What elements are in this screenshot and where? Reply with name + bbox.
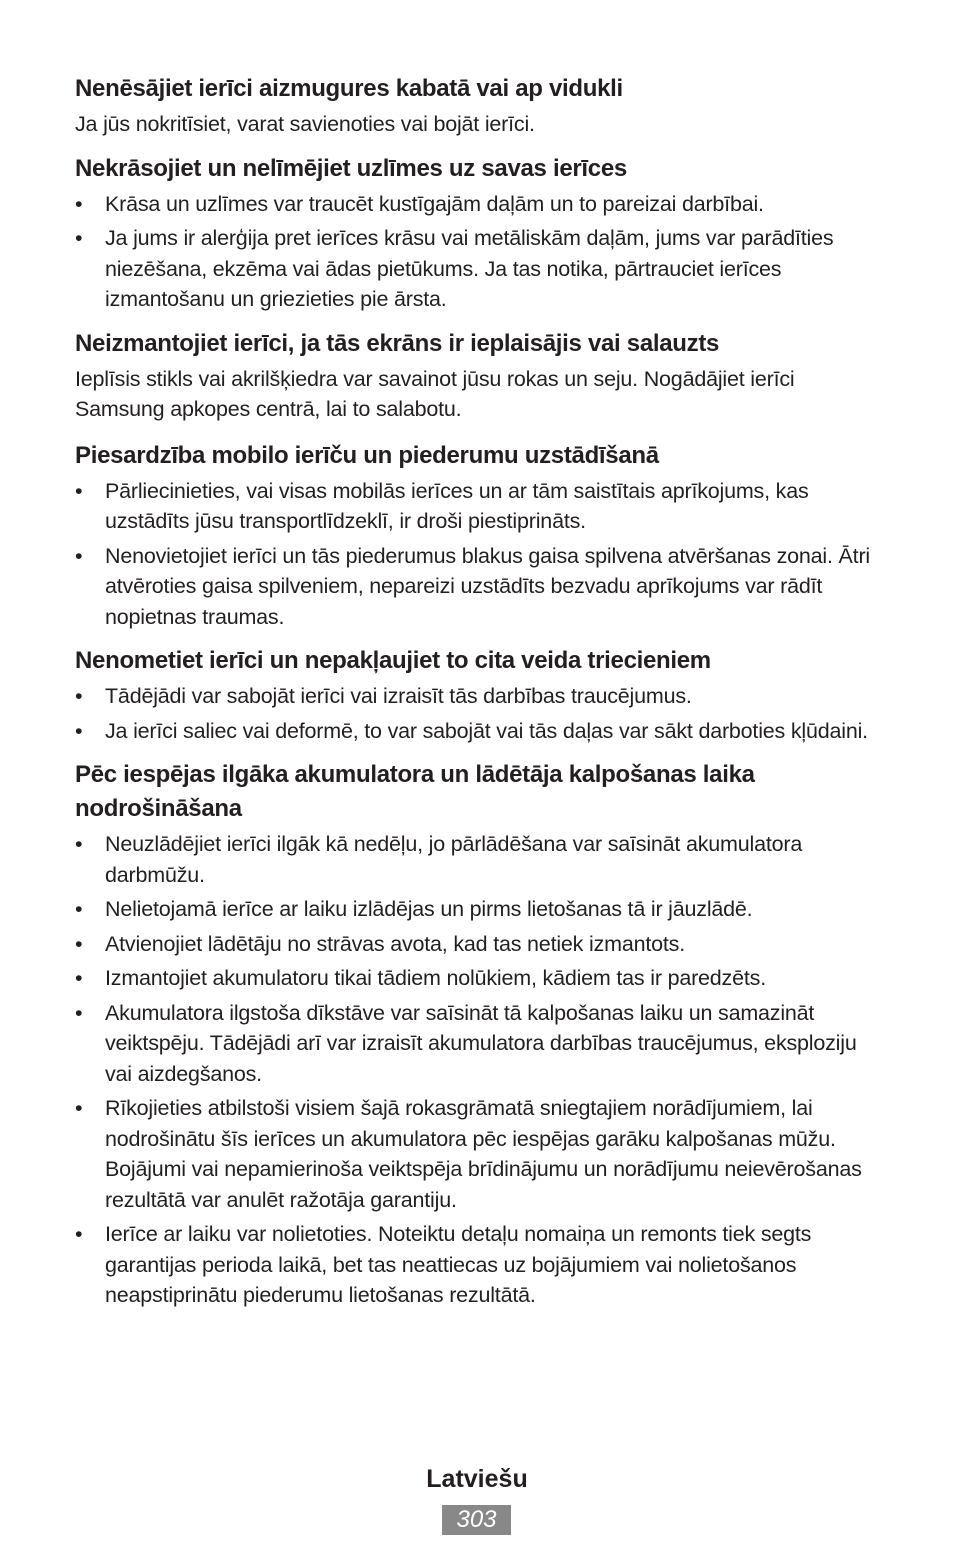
section-paragraph: Ieplīsis stikls vai akrilšķiedra var savainot jūsu rokas un seju. Nogādājiet ierīci Samsung apkopes centrā, lai to salabotu.	[75, 366, 795, 421]
list-item-text: Nenovietojiet ierīci un tās piederumus blakus gaisa spilvena atvēršanas zonai. Ātri atvēroties gaisa spilveniem, nepareizi uzstādīts bezvadu aprīkojums var rādīt nopietnas traumas.	[105, 543, 870, 629]
section-cracked-screen	[75, 327, 885, 425]
list-item	[75, 1219, 885, 1311]
section-battery-life	[75, 758, 885, 1311]
bullet-icon: •	[75, 543, 83, 568]
bullet-icon: •	[75, 191, 83, 216]
list-item-text: Pārliecinieties, vai visas mobilās ierīces un ar tām saistītais aprīkojums, kas uzstādīts jūsu transportlīdzeklī, ir droši piestiprināts.	[105, 478, 809, 533]
list-item-text: Neuzlādējiet ierīci ilgāk kā nedēļu, jo pārlādēšana var saīsināt akumulatora darbmūžu.	[105, 832, 803, 887]
section-heading: Nekrāsojiet un nelīmējiet uzlīmes uz savas ierīces	[75, 154, 627, 182]
bullet-icon: •	[75, 966, 83, 990]
list-item	[75, 189, 885, 220]
bullet-icon: •	[75, 1222, 83, 1246]
list-item-text: Krāsa un uzlīmes var traucēt kustīgajām daļām un to pareizai darbībai.	[105, 191, 764, 216]
list-item	[75, 476, 885, 537]
document-body	[75, 72, 885, 1315]
list-item	[75, 681, 885, 712]
list-item	[75, 929, 885, 960]
list-item-text: Nelietojamā ierīce ar laiku izlādējas un pirms lietošanas tā ir jāuzlādē.	[105, 897, 753, 921]
bullet-icon: •	[75, 931, 83, 956]
bullet-list	[75, 681, 885, 746]
list-item	[75, 963, 885, 994]
section-drop-impact	[75, 644, 885, 746]
bullet-list	[75, 189, 885, 315]
bullet-icon: •	[75, 226, 83, 250]
list-item-text: Izmantojiet akumulatoru tikai tādiem nolūkiem, kādiem tas ir paredzēts.	[105, 966, 766, 990]
page-number: 303	[442, 1505, 511, 1535]
section-heading: Nenēsājiet ierīci aizmugures kabatā vai ap vidukli	[75, 75, 623, 102]
section-back-pocket	[75, 72, 885, 140]
list-item-text: Tādējādi var sabojāt ierīci vai izraisīt tās darbības traucējumus.	[105, 684, 692, 708]
list-item	[75, 716, 885, 747]
bullet-icon: •	[75, 1000, 83, 1025]
list-item	[75, 998, 885, 1090]
bullet-icon: •	[75, 718, 83, 743]
section-paragraph: Ja jūs nokritīsiet, varat savienoties vai bojāt ierīci.	[75, 112, 535, 136]
list-item	[75, 223, 885, 315]
list-item-text: Ja jums ir alerģija pret ierīces krāsu vai metāliskām daļām, jums var parādīties niezēšana, ekzēma vai ādas pietūkums. Ja tas notika, pārtrauciet ierīces izmantošanu un griezieties pie ārsta.	[105, 226, 834, 311]
list-item	[75, 541, 885, 633]
list-item-text: Ierīce ar laiku var nolietoties. Noteiktu detaļu nomaiņa un remonts tiek segts garantijas perioda laikā, bet tas neattiecas uz bojājumiem vai nolietošanos neapstiprinātu piederumu lietošanas rezultātā.	[105, 1222, 812, 1307]
list-item	[75, 1093, 885, 1215]
list-item	[75, 829, 885, 890]
footer-language: Latviešu	[426, 1465, 528, 1493]
section-heading: Pēc iespējas ilgāka akumulatora un lādētāja kalpošanas laika nodrošināšana	[75, 761, 755, 822]
list-item-text: Atvienojiet lādētāju no strāvas avota, kad tas netiek izmantots.	[105, 931, 685, 956]
list-item-text: Akumulatora ilgstoša dīkstāve var saīsināt tā kalpošanas laiku un samazināt veiktspēju. Tādējādi arī var izraisīt akumulatora darbības traucējumus, eksploziju vai aizdegšanos.	[105, 1000, 857, 1086]
section-paint-stickers	[75, 152, 885, 315]
bullet-list	[75, 476, 885, 633]
bullet-icon: •	[75, 478, 83, 503]
section-vehicle-installation	[75, 439, 885, 633]
section-heading: Piesardzība mobilo ierīču un piederumu uzstādīšanā	[75, 441, 659, 469]
bullet-icon: •	[75, 684, 83, 708]
section-heading: Neizmantojiet ierīci, ja tās ekrāns ir ieplaisājis vai salauzts	[75, 329, 720, 357]
bullet-list	[75, 829, 885, 1311]
list-item-text: Rīkojieties atbilstoši visiem šajā rokasgrāmatā sniegtajiem norādījumiem, lai nodrošinātu šīs ierīces un akumulatora pēc iespējas garāku kalpošanas mūžu. Bojājumi vai nepamierinoša veiktspēja brīdinājumu un norādījumu neievērošanas rezultātā var anulēt ražotāja garantiju.	[105, 1096, 862, 1212]
bullet-icon: •	[75, 832, 83, 856]
list-item	[75, 894, 885, 925]
list-item-text: Ja ierīci saliec vai deformē, to var sabojāt vai tās daļas var sākt darboties kļūdaini.	[105, 718, 868, 743]
section-heading: Nenometiet ierīci un nepakļaujiet to cita veida triecieniem	[75, 647, 711, 674]
bullet-icon: •	[75, 897, 83, 921]
bullet-icon: •	[75, 1096, 83, 1120]
